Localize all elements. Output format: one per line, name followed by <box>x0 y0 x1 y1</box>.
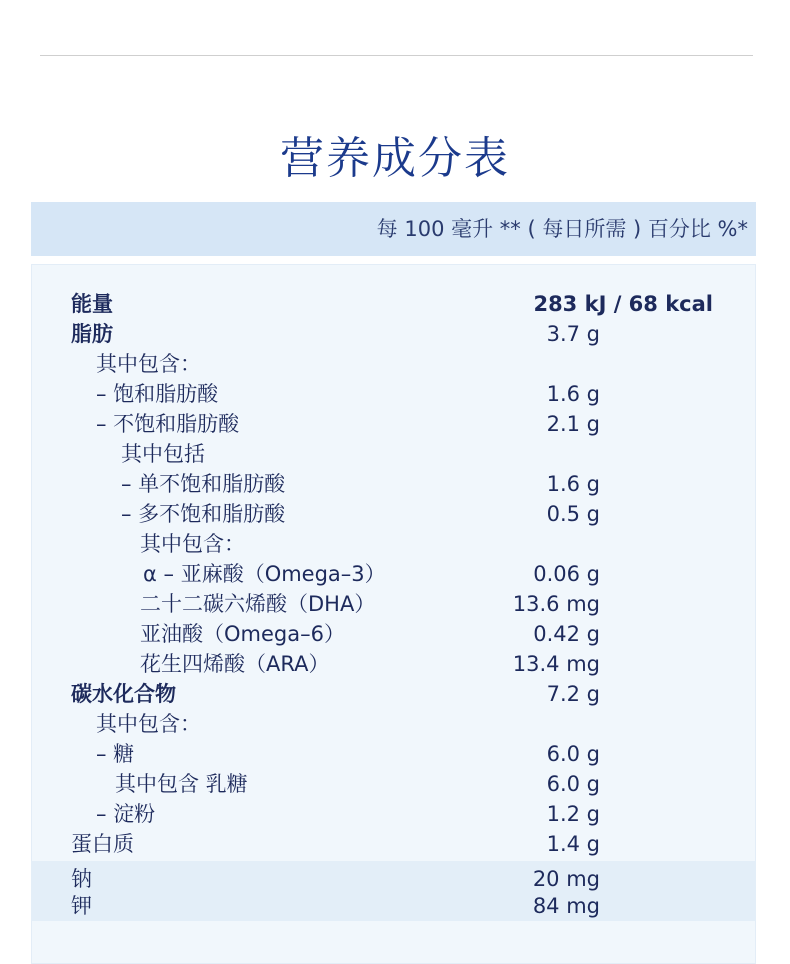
table-row <box>0 529 790 559</box>
row-value: 1.2 g <box>546 802 600 826</box>
table-row <box>0 679 790 709</box>
row-value: 7.2 g <box>546 682 600 706</box>
row-value: 20 mg <box>532 867 600 891</box>
row-value: 0.5 g <box>546 502 600 526</box>
row-label: – 饱和脂肪酸 <box>96 382 219 406</box>
row-label: 脂肪 <box>71 322 113 346</box>
row-label: 钠 <box>71 867 92 891</box>
header-unit-label: 每 100 毫升 ** ( 每日所需 ) 百分比 %* <box>376 217 748 241</box>
table-row <box>0 469 790 499</box>
row-label: α – 亚麻酸（Omega–3） <box>143 562 386 586</box>
row-value: 1.4 g <box>546 832 600 856</box>
row-value: 13.4 mg <box>512 652 600 676</box>
row-value: 1.6 g <box>546 472 600 496</box>
row-value: 0.42 g <box>533 622 600 646</box>
row-label: – 单不饱和脂肪酸 <box>121 472 286 496</box>
table-row <box>0 829 790 859</box>
table-row <box>0 769 790 799</box>
row-label: – 糖 <box>96 742 135 766</box>
table-header <box>31 202 756 256</box>
row-label: – 淀粉 <box>96 802 156 826</box>
row-label: 钾 <box>71 894 92 918</box>
row-value: 0.06 g <box>533 562 600 586</box>
row-value: 13.6 mg <box>512 592 600 616</box>
row-label: – 多不饱和脂肪酸 <box>121 502 286 526</box>
row-label: 蛋白质 <box>71 832 134 856</box>
top-divider <box>40 55 753 56</box>
row-value: 6.0 g <box>546 772 600 796</box>
table-row <box>0 289 790 319</box>
table-row <box>0 864 790 894</box>
row-value: 6.0 g <box>546 742 600 766</box>
table-row <box>0 619 790 649</box>
row-label: 其中包含 乳糖 <box>115 772 248 796</box>
table-row <box>0 891 790 921</box>
row-label: 亚油酸（Omega–6） <box>140 622 345 646</box>
row-value: 2.1 g <box>546 412 600 436</box>
table-row <box>0 499 790 529</box>
row-label: 其中包括 <box>121 442 205 466</box>
table-row <box>0 709 790 739</box>
table-row <box>0 349 790 379</box>
row-value: 3.7 g <box>546 322 600 346</box>
row-label: – 不饱和脂肪酸 <box>96 412 240 436</box>
table-row <box>0 739 790 769</box>
table-row <box>0 409 790 439</box>
row-label: 能量 <box>71 292 113 316</box>
row-label: 其中包含： <box>96 352 201 376</box>
row-value: 283 kJ / 68 kcal <box>533 292 713 316</box>
row-value: 84 mg <box>532 894 600 918</box>
row-label: 二十二碳六烯酸（DHA） <box>140 592 376 616</box>
row-value: 1.6 g <box>546 382 600 406</box>
row-label: 其中包含： <box>140 532 245 556</box>
table-row <box>0 559 790 589</box>
page-title: 营养成分表 <box>280 133 510 184</box>
row-label: 其中包含： <box>96 712 201 736</box>
table-row <box>0 319 790 349</box>
table-row <box>0 799 790 829</box>
table-row <box>0 589 790 619</box>
row-label: 花生四烯酸（ARA） <box>140 652 330 676</box>
row-label: 碳水化合物 <box>71 682 176 706</box>
table-row <box>0 649 790 679</box>
table-row <box>0 379 790 409</box>
table-row <box>0 439 790 469</box>
